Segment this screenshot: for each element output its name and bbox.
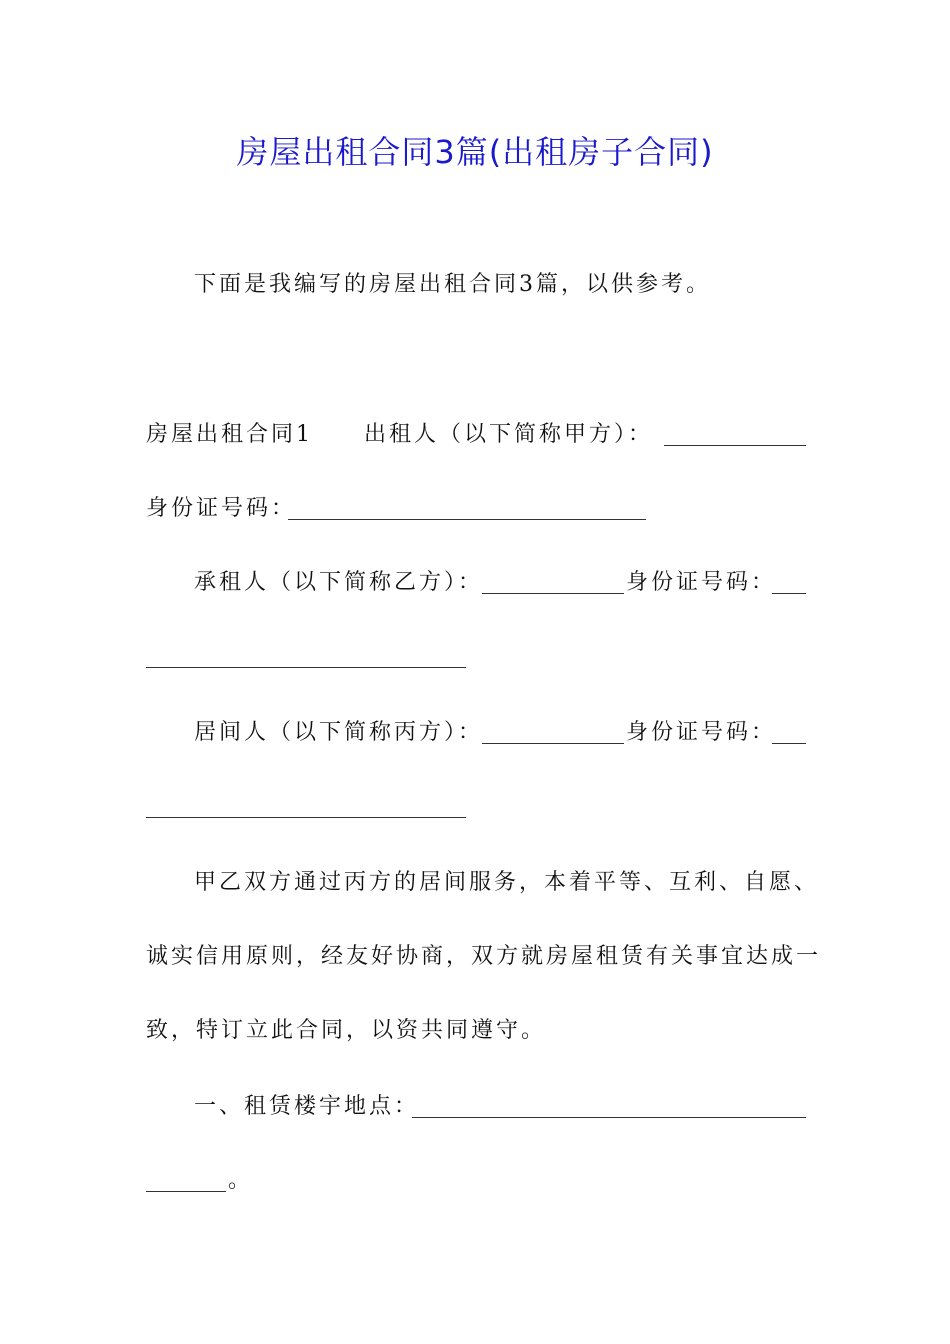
clause-1-address-blank-continued <box>146 1191 226 1192</box>
clause-1-end-mark: 。 <box>228 1168 254 1193</box>
lessee-id-label: 身份证号码： <box>626 570 777 595</box>
lessor-id-label: 身份证号码： <box>146 496 297 521</box>
preamble-line-3: 致，特订立此合同，以资共同遵守。 <box>146 1018 547 1043</box>
clause-1-label: 一、租赁楼宇地点： <box>194 1094 420 1119</box>
preamble-line-2: 诚实信用原则，经友好协商，双方就房屋租赁有关事宜达成一 <box>146 944 822 969</box>
document-title: 房屋出租合同3篇(出租房子合同) <box>236 133 714 171</box>
lessee-name-blank <box>482 593 624 594</box>
lessor-id-blank <box>288 519 646 520</box>
lessee-id-blank-continued <box>146 667 466 668</box>
lessee-id-blank-start <box>772 593 806 594</box>
broker-id-blank-continued <box>146 817 466 818</box>
contract-heading: 房屋出租合同1 <box>146 422 313 447</box>
broker-name-blank <box>482 743 624 744</box>
lessee-label: 承租人（以下简称乙方）： <box>194 570 484 595</box>
lessor-label: 出租人（以下简称甲方）： <box>364 422 654 447</box>
clause-1-address-blank <box>412 1117 806 1118</box>
preamble-line-1: 甲乙双方通过丙方的居间服务，本着平等、互利、自愿、 <box>194 870 820 895</box>
broker-id-label: 身份证号码： <box>626 720 777 745</box>
intro-paragraph: 下面是我编写的房屋出租合同3篇，以供参考。 <box>194 272 711 297</box>
lessor-name-blank <box>664 445 806 446</box>
broker-label: 居间人（以下简称丙方）： <box>194 720 484 745</box>
broker-id-blank-start <box>772 743 806 744</box>
